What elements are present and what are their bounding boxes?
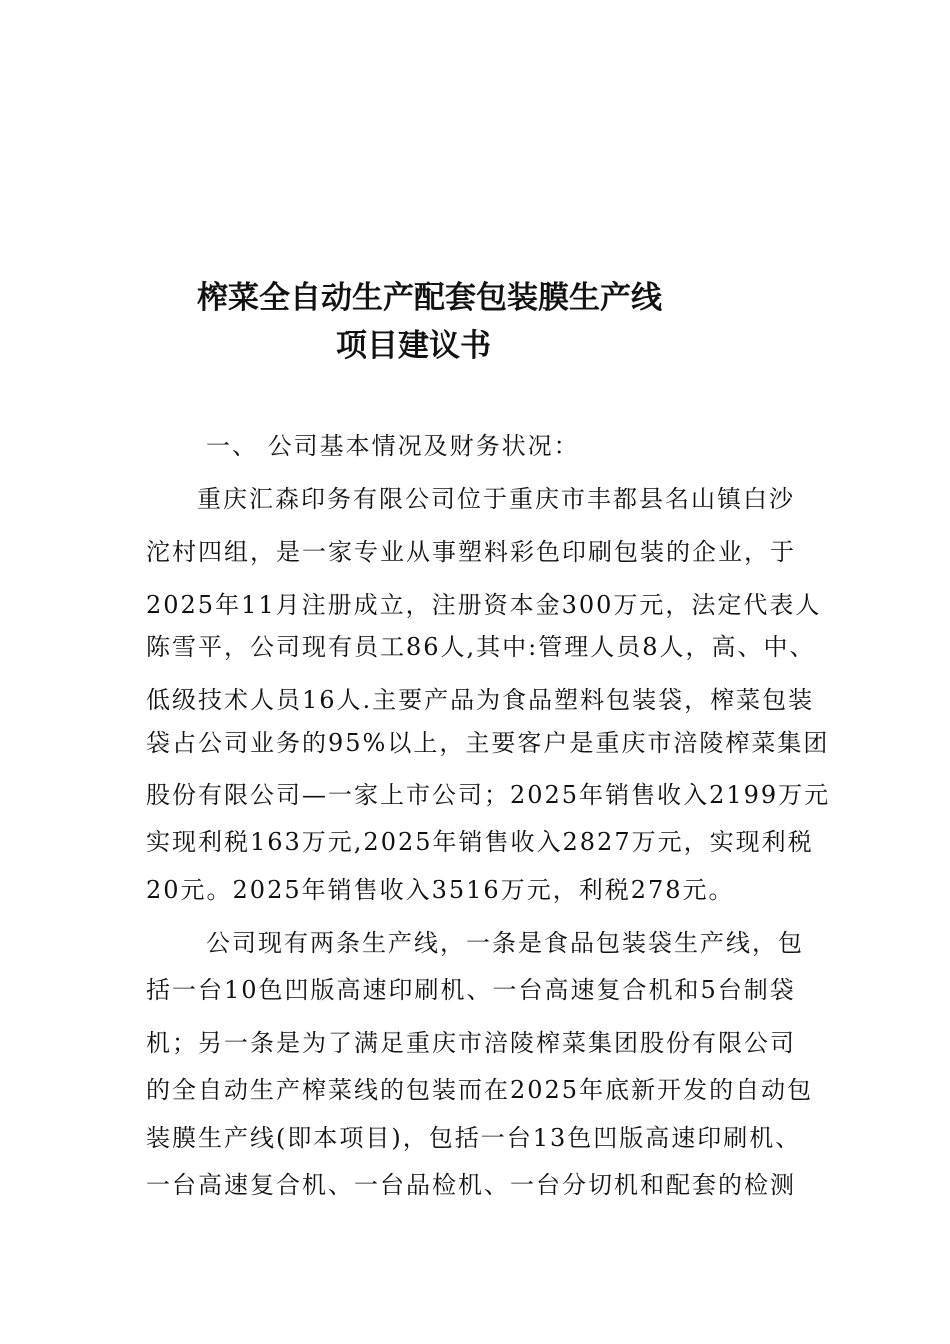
paragraph-2-line: 括一台10色凹版高速印刷机、一台高速复合机和5台制袋 bbox=[146, 976, 796, 1004]
document-title-line-1: 榨菜全自动生产配套包装膜生产线 bbox=[197, 280, 662, 316]
section-heading: 一、 公司基本情况及财务状况： bbox=[206, 432, 580, 460]
paragraph-1-line: 股份有限公司—一家上市公司；2025年销售收入2199万元 bbox=[146, 781, 831, 809]
document-title-line-2: 项目建议书 bbox=[336, 328, 491, 364]
paragraph-1-line: 袋占公司业务的95%以上，主要客户是重庆市涪陵榨菜集团 bbox=[146, 729, 830, 757]
paragraph-1-line: 低级技术人员16人.主要产品为食品塑料包装袋，榨菜包装 bbox=[146, 686, 815, 714]
paragraph-2-line: 公司现有两条生产线，一条是食品包装袋生产线，包 bbox=[206, 929, 804, 957]
paragraph-1-line: 20元。2025年销售收入3516万元，利税278元。 bbox=[146, 876, 735, 904]
paragraph-1-line: 陈雪平，公司现有员工86人,其中:管理人员8人，高、中、 bbox=[146, 633, 816, 661]
paragraph-2-line: 的全自动生产榨菜线的包装而在2025年底新开发的自动包 bbox=[146, 1076, 814, 1104]
paragraph-1-line: 实现利税163万元,2025年销售收入2827万元，实现利税 bbox=[146, 828, 814, 856]
paragraph-1-line: 沱村四组，是一家专业从事塑料彩色印刷包装的企业，于 bbox=[146, 538, 796, 566]
paragraph-2-line: 机；另一条是为了满足重庆市涪陵榨菜集团股份有限公司 bbox=[146, 1029, 796, 1057]
paragraph-2-line: 一台高速复合机、一台品检机、一台分切机和配套的检测 bbox=[146, 1171, 796, 1199]
paragraph-2-line: 装膜生产线(即本项目)，包括一台13色凹版高速印刷机、 bbox=[146, 1124, 802, 1152]
paragraph-1-line: 重庆汇森印务有限公司位于重庆市丰都县名山镇白沙 bbox=[197, 485, 795, 513]
paragraph-1-line: 2025年11月注册成立，注册资本金300万元，法定代表人 bbox=[146, 591, 822, 619]
